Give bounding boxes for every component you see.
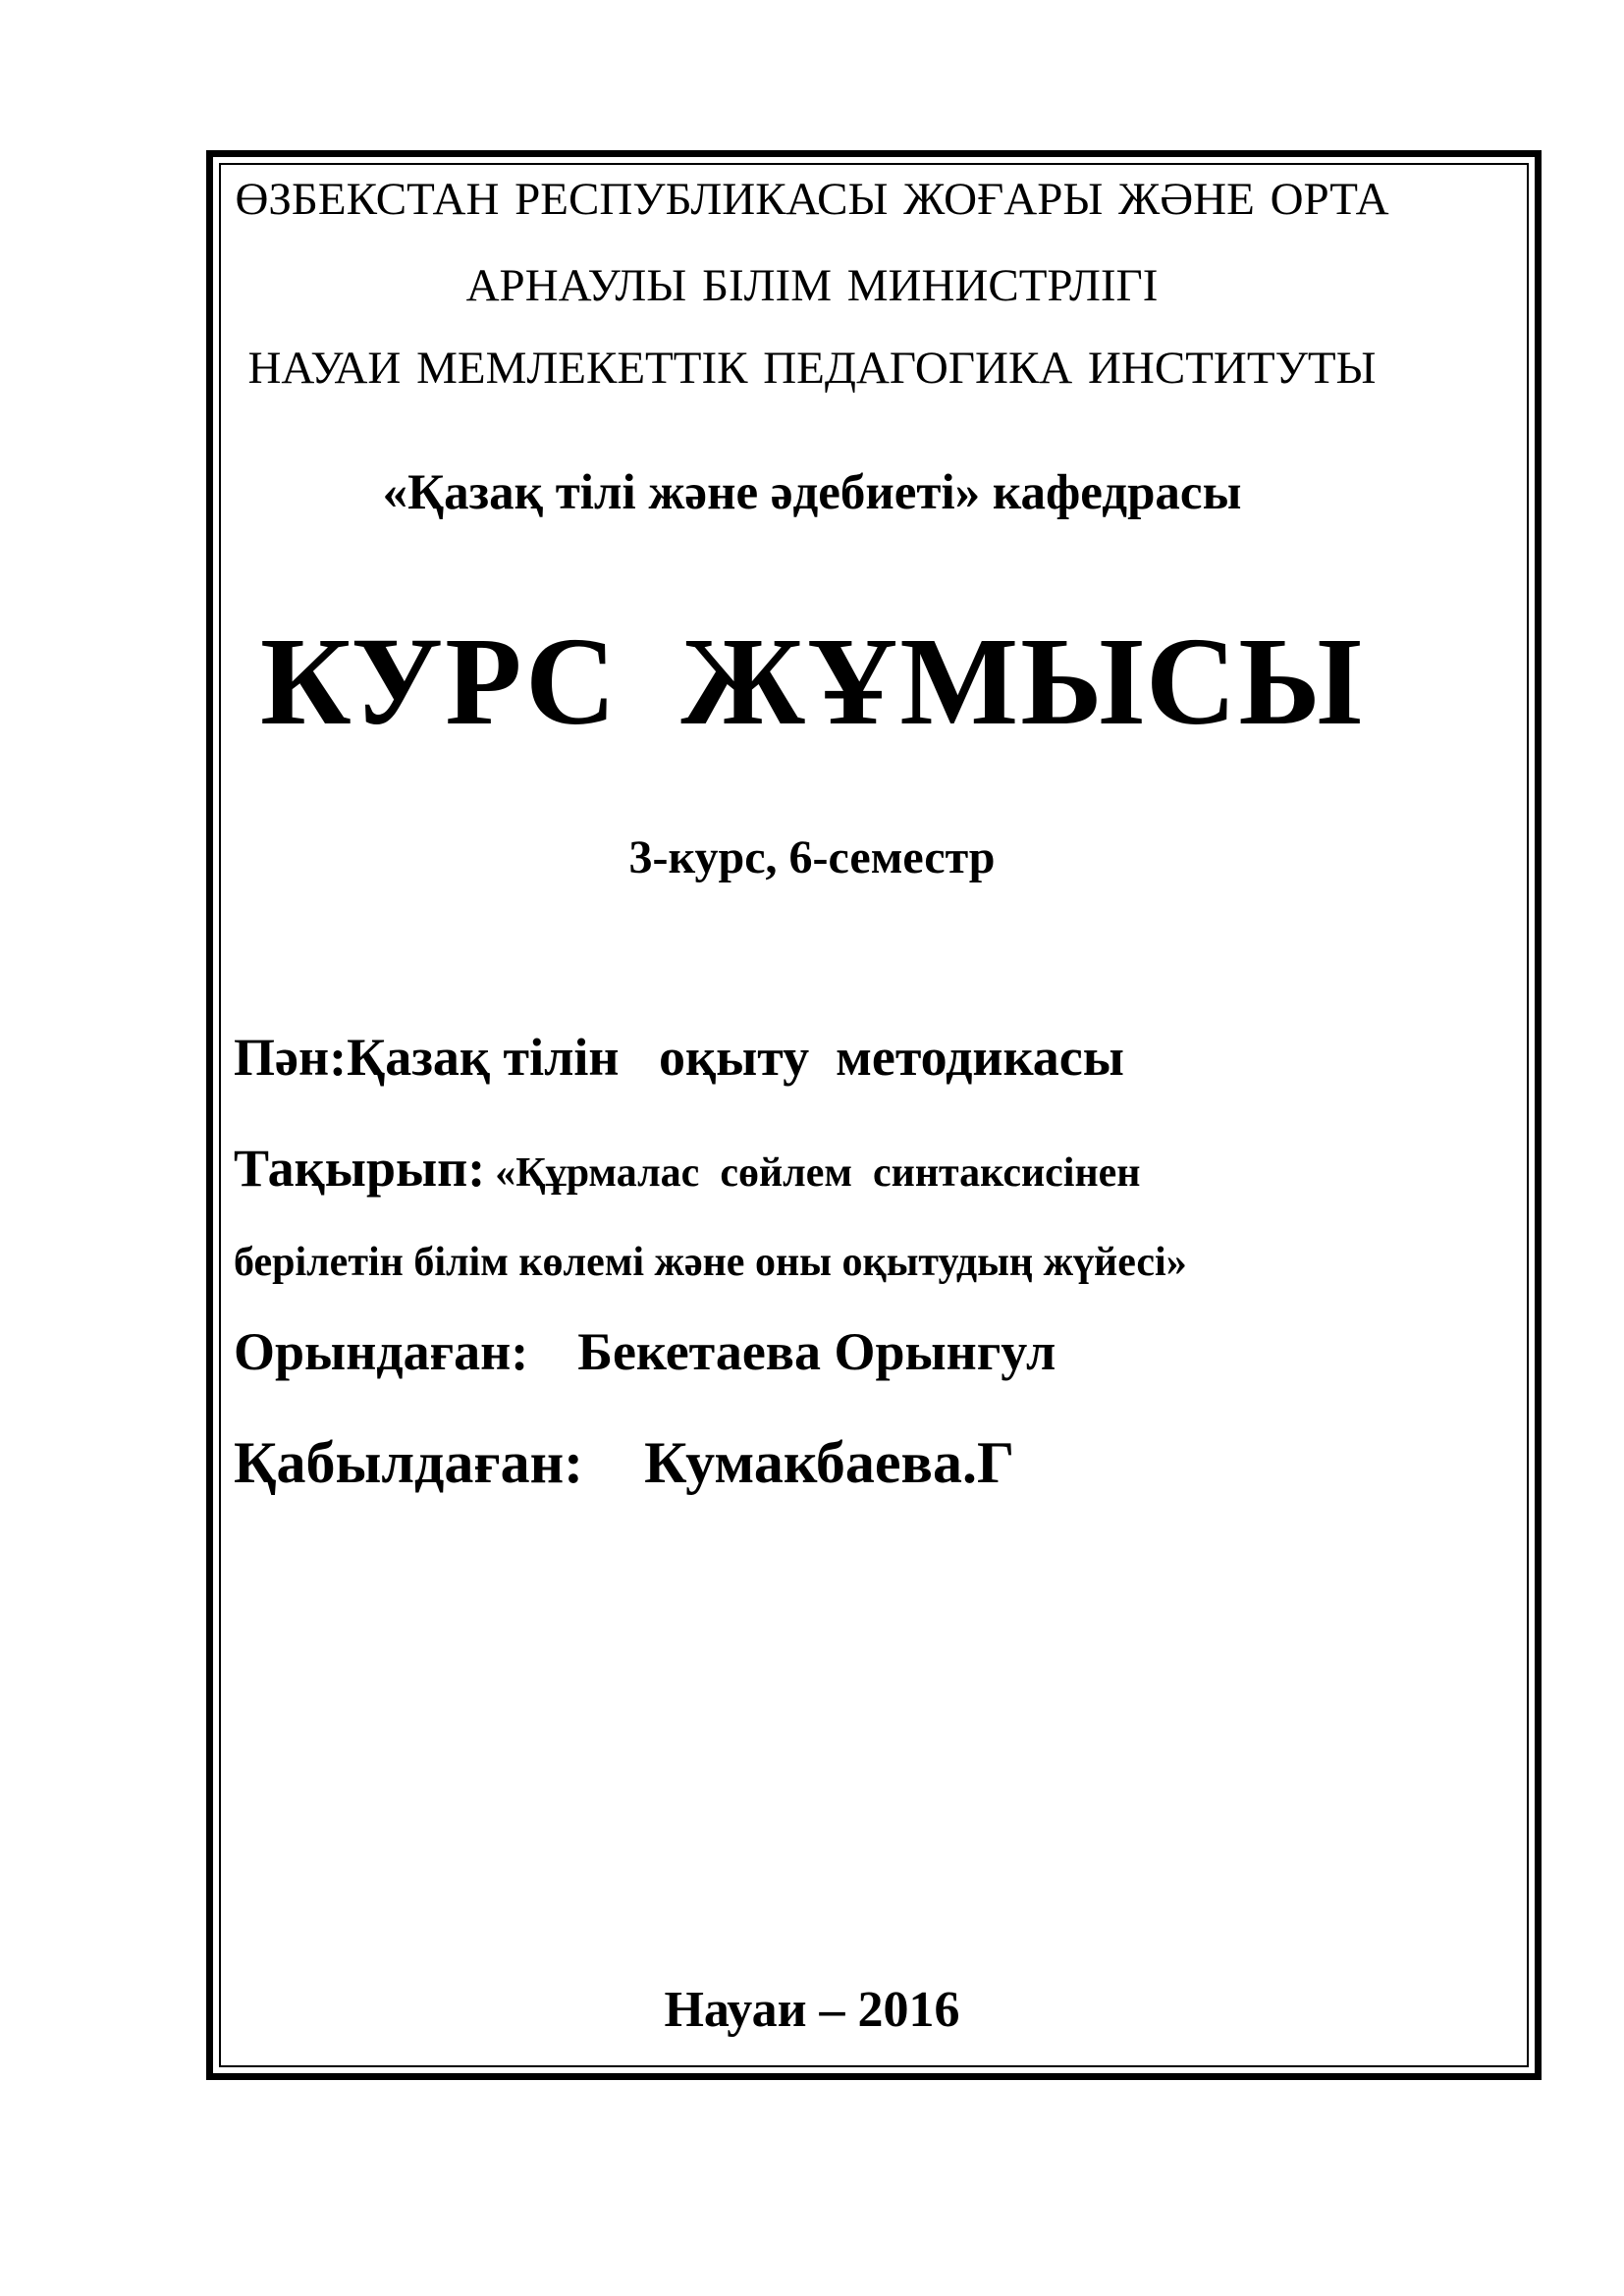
course-semester: 3-курс, 6-семестр	[628, 831, 996, 883]
institute-name: НАУАИ МЕМЛЕКЕТТІК ПЕДАГОГИКА ИНСТИТУТЫ	[247, 343, 1377, 394]
page-border-inner	[219, 163, 1529, 2067]
performer-name: Бекетаева Орынгул	[577, 1322, 1056, 1381]
reviewer-label: Қабылдаған:	[234, 1430, 584, 1495]
ministry-line-1: ӨЗБЕКСТАН РЕСПУБЛИКАСЫ ЖОҒАРЫ ЖӘНЕ ОРТА	[235, 174, 1389, 225]
topic-line-2: берілетін білім көлемі және оны оқытудың жүйесі»	[234, 1240, 1187, 1285]
document-title: КУРС ЖҰМЫСЫ	[260, 612, 1364, 751]
subject-label: Пән:	[234, 1028, 348, 1087]
page-border	[206, 150, 1542, 2080]
city-year: Науаи – 2016	[664, 1982, 960, 2038]
performer-line	[234, 1322, 1056, 1381]
topic-line-1	[234, 1139, 1141, 1198]
subject-line	[234, 1028, 1124, 1087]
topic-text-1: «Құрмалас сөйлем синтаксисінен	[495, 1150, 1141, 1196]
reviewer-name: Кумакбаева.Г	[644, 1430, 1015, 1495]
performer-label: Орындаған:	[234, 1322, 529, 1381]
subject-value: Қазақ тілін оқыту методикасы	[347, 1028, 1124, 1087]
topic-label: Тақырып:	[234, 1139, 486, 1198]
reviewer-line	[234, 1430, 1015, 1495]
department-name: «Қазақ тілі және әдебиеті» кафедрасы	[382, 465, 1242, 520]
ministry-line-2: АРНАУЛЫ БІЛІМ МИНИСТРЛІГІ	[465, 260, 1159, 311]
